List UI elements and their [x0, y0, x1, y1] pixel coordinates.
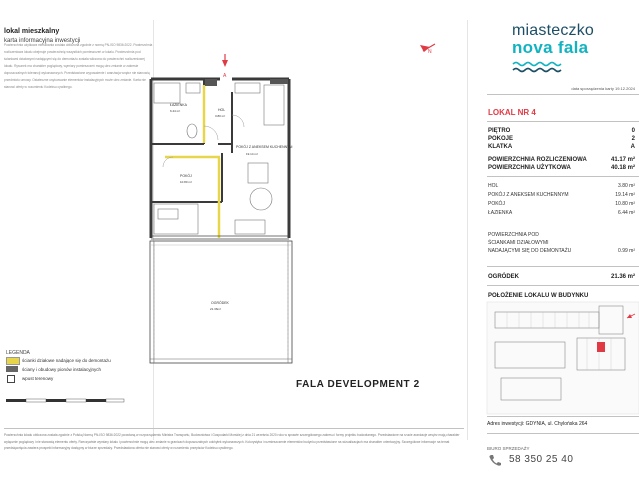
room-area-hall: 3.80 m² — [215, 114, 226, 118]
divider — [487, 266, 639, 267]
footer-divider — [4, 428, 464, 429]
legend-label-drain: wpust terenowy — [22, 376, 54, 381]
room-row-label: HOL — [488, 183, 499, 189]
room-area-room: 10.80 m² — [180, 180, 192, 184]
room-label-living-kitchen: POKÓJ Z ANEKSEM KUCHENNYM — [236, 145, 293, 149]
unit-number: LOKAL NR 4 — [488, 108, 536, 117]
entrance-label: A — [223, 73, 227, 79]
floor-drain-icon — [7, 375, 15, 383]
legend-title: LEGENDA — [6, 350, 30, 356]
divider — [487, 176, 639, 177]
under-walls-label2: ŚCIANKAMI DZIAŁOWYMI — [488, 240, 549, 246]
room-row-value: 19.14 m² — [615, 192, 635, 198]
room-row-value: 10.80 m² — [615, 201, 635, 207]
settlement-area-label: POWIERZCHNIA ROZLICZENIOWA — [488, 157, 587, 163]
footer-disclaimer: Powierzchnia lokalu obliczona została zgodnie z Polską Normą PN-ISO 9836:2022 powołaną w rozporządzeniu Ministra Transportu, Budownictwa i Gospodarki Morskiej z dnia 21 września 2020 roku w sprawie szczegółowego zakresu i formy projektu budowlanego. Przedstawione na rzucie aranżacje wnętrz mają charakter wyłącznie poglądowy i nie stanowią elementu oferty. Rzeczywiste wymiary lokalu i powierzchnie mogą ulec zmianie w granicach dopuszczalnych odchyłek wykonawczych. Kolorystyka i rozmieszczenie elementów budynku przedstawione na wizualizacjach ma charakter orientacyjny. Szczegółowe informacje na temat przedsięwzięcia zawiera prospekt informacyjny dostępny w biurze sprzedaży. Przedstawiona oferta nie stanowi oferty w rozumieniu przepisów Kodeksu cywilnego. — [4, 433, 460, 451]
date-prepared: data sporządzenia karty 19.12.2024 — [571, 86, 635, 91]
sales-phone[interactable]: 58 350 25 40 — [509, 454, 574, 465]
under-walls-label3: NADAJĄCYMI SIĘ DO DEMONTAŻU — [488, 248, 572, 254]
development-name: FALA DEVELOPMENT 2 — [296, 379, 420, 390]
description-text: Powierzchnia użytkowa mieszkania została obliczona zgodnie z normą PN-ISO 9836:2022. Powierzchnia rozliczeniowa lokalu obejmuje powierzchnię wszystkich pomieszczeń w lokalu. Powierzchnia pod ściankami działowymi nadającymi się do demontażu została wliczona do powierzchni rozliczeniowej lokalu. Rysunek ma charakter poglądowy, wymiary pomieszczeń mogą ulec zmianie w zakresie dopuszczalnych tolerancji wykonawczych. Przedstawione wyposażenie i aranżacja wnętrz nie stanowią przedmiotu umowy. Ostateczne usytuowanie elementów instalacyjnych może ulec zmianie. Karta nie stanowi oferty w rozumieniu Kodeksu cywilnego. — [4, 43, 153, 90]
settlement-area-value: 41.17 m² — [610, 157, 635, 163]
rooms-count-label: POKOJE — [488, 136, 514, 142]
phone-icon — [488, 454, 502, 466]
location-title: POŁOŻENIE LOKALU W BUDYNKU — [488, 293, 589, 299]
legend-label-demountable: ścianki działowe nadające się do demontażu — [22, 358, 111, 363]
north-arrow-icon — [420, 44, 435, 55]
building-location-map — [487, 302, 639, 414]
rooms-count-value: 2 — [631, 136, 635, 142]
unit-location-marker — [597, 342, 605, 352]
legend-swatch-walls — [6, 366, 18, 372]
scale-bar — [6, 395, 126, 407]
floor-plan — [140, 49, 470, 370]
room-row-label: POKÓJ — [488, 201, 505, 207]
room-label-garden: OGRÓDEK — [211, 301, 229, 305]
divider — [487, 94, 639, 95]
legend-swatch-demountable — [6, 357, 20, 365]
waves-logo-icon — [512, 60, 572, 76]
entrance-arrow-icon — [222, 54, 228, 79]
usable-area-value: 40.18 m² — [610, 165, 635, 171]
floor-value: 0 — [631, 128, 635, 134]
room-label-room: POKÓJ — [180, 174, 192, 178]
room-area-living-kitchen: 19.14 m² — [246, 152, 258, 156]
divider — [487, 433, 639, 434]
divider — [487, 285, 639, 286]
room-row-value: 3.80 m² — [618, 183, 635, 189]
document-subtitle: karta informacyjna inwestycji — [4, 38, 81, 44]
room-area-garden: 21.36m² — [210, 307, 222, 311]
staircase-label: KLATKA — [488, 144, 513, 150]
room-row-label: POKÓJ Z ANEKSEM KUCHENNYM — [488, 192, 569, 198]
staircase-value: A — [630, 144, 635, 150]
document-type: lokal mieszkalny — [4, 28, 60, 35]
investment-address: Adres inwestycji: GDYNIA, ul. Chylońska 264 — [487, 421, 588, 427]
brand-line1: miasteczko — [512, 22, 595, 39]
divider — [487, 121, 639, 122]
room-row-value: 6.44 m² — [618, 210, 635, 216]
under-walls-label1: POWIERZCHNIA POD — [488, 232, 539, 238]
room-label-bathroom: ŁAZIENKA — [170, 103, 187, 107]
floor-label: PIĘTRO — [488, 128, 511, 134]
divider — [487, 416, 639, 417]
room-label-hall: HOL — [218, 108, 226, 112]
svg-text:N: N — [428, 49, 432, 55]
garden-label: OGRÓDEK — [488, 274, 520, 280]
room-row-label: ŁAZIENKA — [488, 210, 513, 216]
garden-value: 21.36 m² — [610, 274, 635, 280]
under-walls-value: 0.99 m² — [618, 248, 635, 254]
usable-area-label: POWIERZCHNIA UŻYTKOWA — [488, 165, 571, 171]
legend-label-walls: ściany i obudowy pionów instalacyjnych — [22, 367, 102, 372]
sales-office-label: BIURO SPRZEDAŻY — [487, 446, 530, 451]
demountable-walls — [165, 85, 220, 238]
room-area-bathroom: 6.44 m² — [170, 109, 181, 113]
brand-line2: nova fala — [512, 38, 589, 57]
